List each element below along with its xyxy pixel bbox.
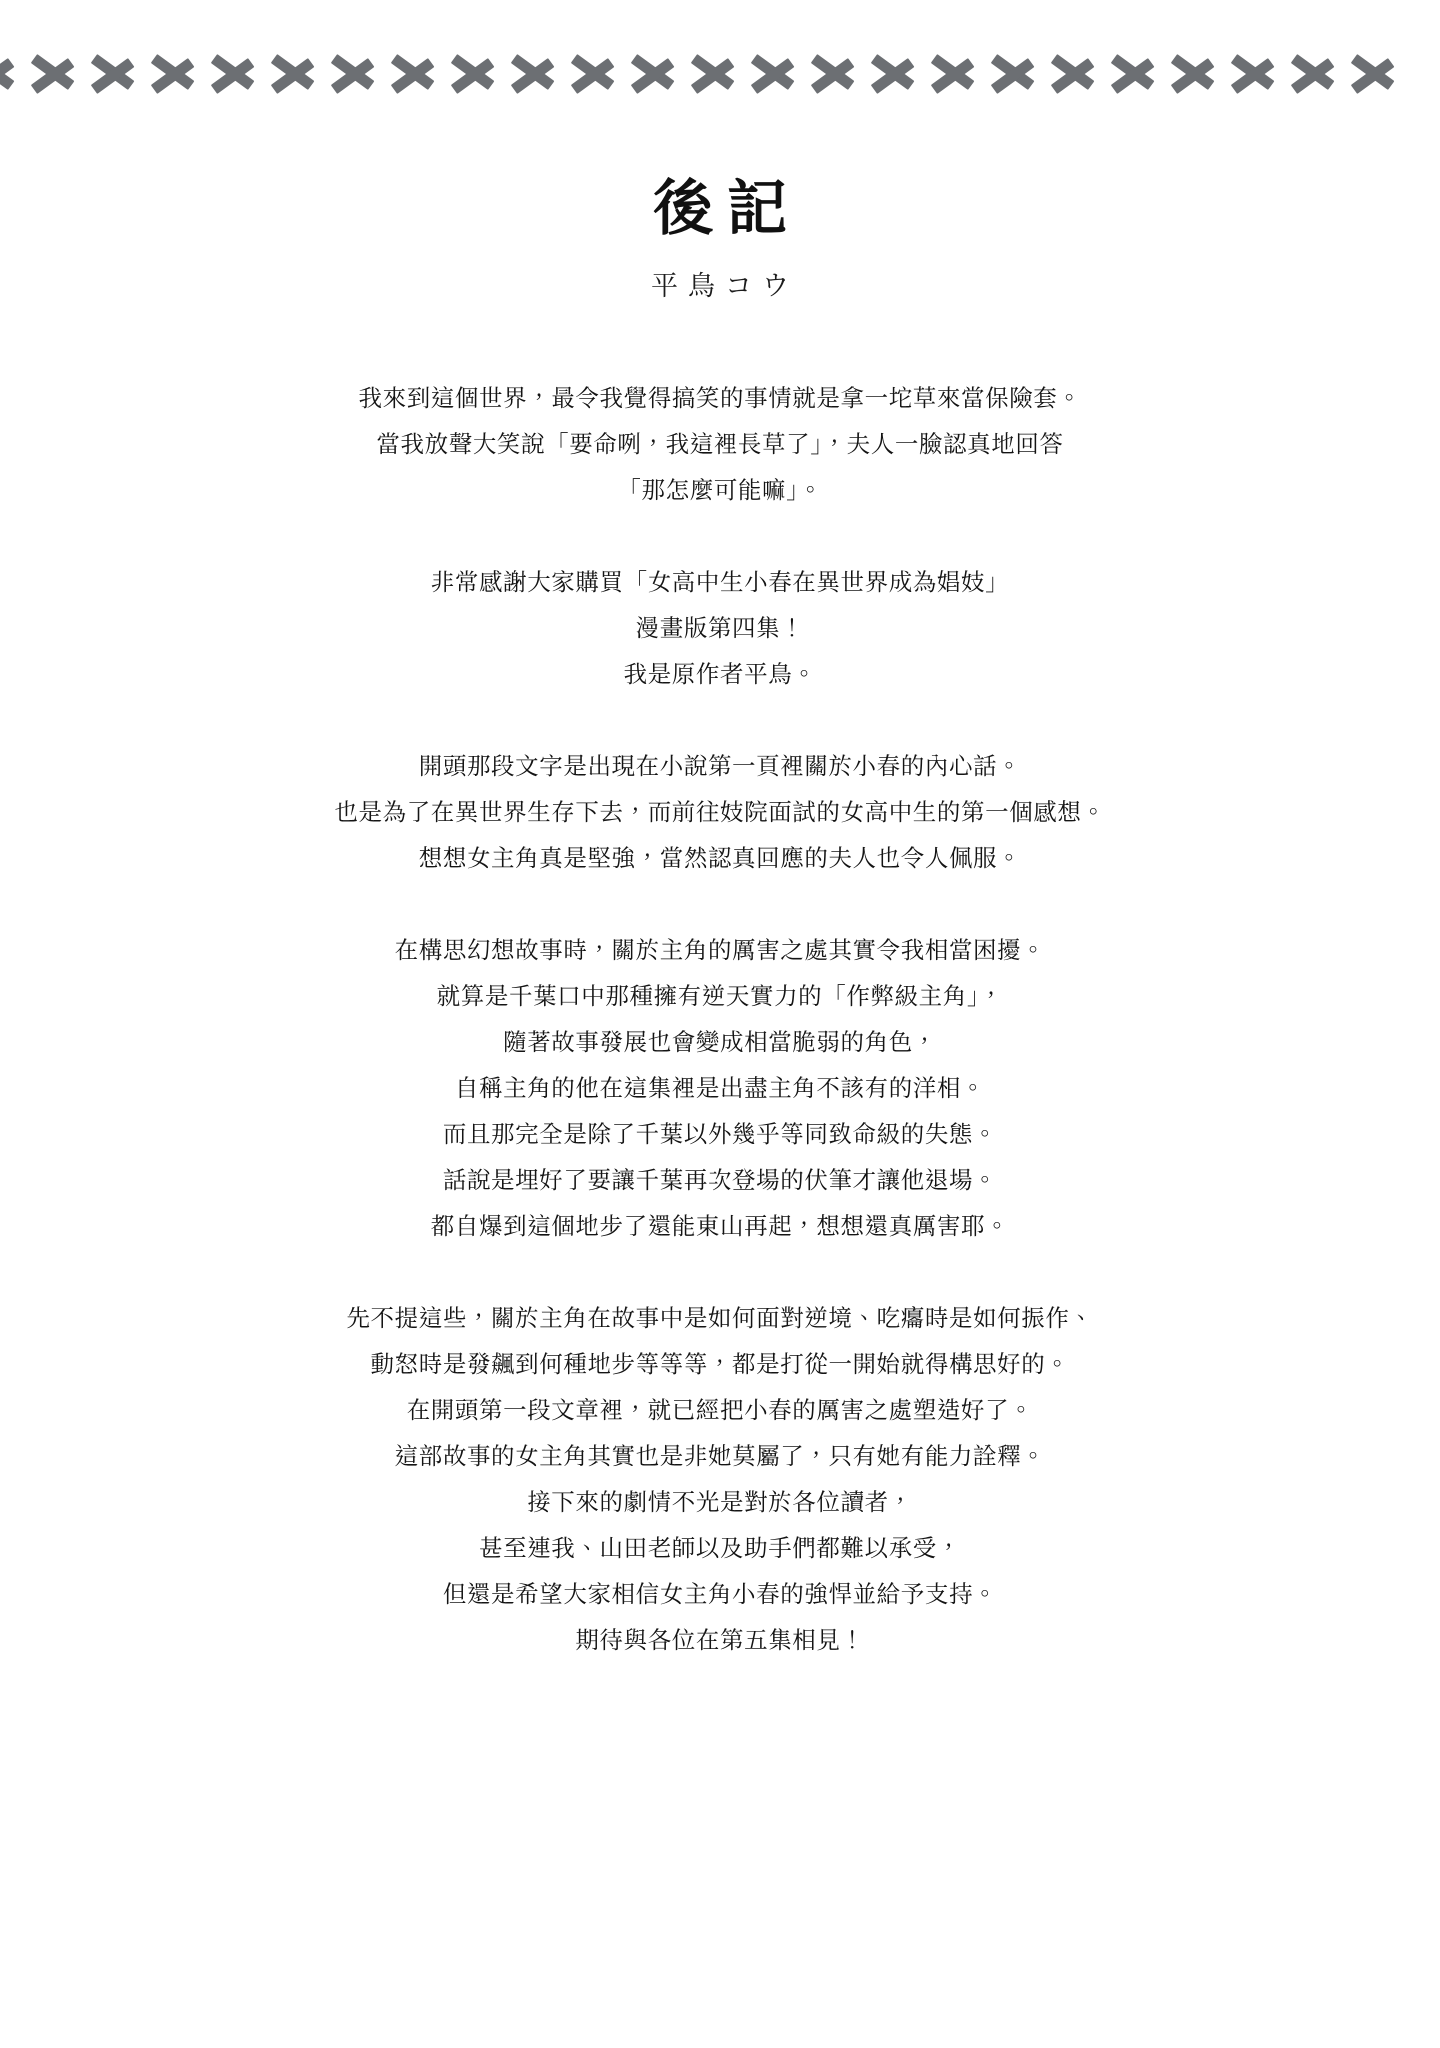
paragraph-line: 這部故事的女主角其實也是非她莫屬了，只有她有能力詮釋。 bbox=[394, 1443, 1046, 1469]
paragraph bbox=[170, 559, 1270, 697]
paragraph-line: 「那怎麼可能嘛」。 bbox=[617, 477, 823, 503]
chevron-right-icon bbox=[326, 34, 386, 110]
paragraph-line: 而且那完全是除了千葉以外幾乎等同致命級的失態。 bbox=[442, 1121, 998, 1147]
paragraph-line: 話說是埋好了要讓千葉再次登場的伏筆才讓他退場。 bbox=[442, 1167, 998, 1193]
chevron-right-icon bbox=[806, 34, 866, 110]
paragraph-line: 隨著故事發展也會變成相當脆弱的角色， bbox=[503, 1029, 937, 1055]
afterword-body bbox=[170, 375, 1270, 1663]
chevron-right-icon bbox=[146, 34, 206, 110]
chevron-right-icon bbox=[1346, 34, 1406, 110]
paragraph-line: 期待與各位在第五集相見！ bbox=[575, 1627, 865, 1653]
chevron-right-icon bbox=[566, 34, 626, 110]
chevron-right-icon bbox=[1166, 34, 1226, 110]
paragraph bbox=[170, 1295, 1270, 1663]
paragraph-line: 接下來的劇情不光是對於各位讀者， bbox=[527, 1489, 913, 1515]
paragraph bbox=[170, 743, 1270, 881]
paragraph-line: 就算是千葉口中那種擁有逆天實力的「作弊級主角」， bbox=[436, 983, 1004, 1009]
paragraph-line: 動怒時是發飆到何種地步等等等，都是打從一開始就得構思好的。 bbox=[370, 1351, 1070, 1377]
chevron-right-icon bbox=[746, 34, 806, 110]
paragraph-line: 自稱主角的他在這集裡是出盡主角不該有的洋相。 bbox=[454, 1075, 986, 1101]
paragraph bbox=[170, 927, 1270, 1249]
paragraph-line: 我來到這個世界，最令我覺得搞笑的事情就是拿一坨草來當保險套。 bbox=[358, 385, 1082, 411]
chevron-right-icon bbox=[26, 34, 86, 110]
title-block bbox=[639, 176, 801, 303]
chevron-right-icon bbox=[206, 34, 266, 110]
chevron-right-icon bbox=[86, 34, 146, 110]
chevron-right-icon bbox=[1226, 34, 1286, 110]
paragraph bbox=[170, 375, 1270, 513]
paragraph-line: 漫畫版第四集！ bbox=[635, 615, 805, 641]
paragraph-line: 甚至連我、山田老師以及助手們都難以承受， bbox=[479, 1535, 961, 1561]
chevron-right-icon bbox=[866, 34, 926, 110]
paragraph-line: 但還是希望大家相信女主角小春的強悍並給予支持。 bbox=[442, 1581, 998, 1607]
chevron-right-icon bbox=[386, 34, 446, 110]
page-title: 後記 bbox=[653, 175, 801, 242]
paragraph-line: 也是為了在異世界生存下去，而前往妓院面試的女高中生的第一個感想。 bbox=[334, 799, 1106, 825]
paragraph-line: 都自爆到這個地步了還能東山再起，想想還真厲害耶。 bbox=[430, 1213, 1010, 1239]
chevron-right-icon bbox=[1286, 34, 1346, 110]
paragraph-line: 我是原作者平鳥。 bbox=[623, 661, 817, 687]
paragraph-line: 在開頭第一段文章裡，就已經把小春的厲害之處塑造好了。 bbox=[406, 1397, 1034, 1423]
paragraph-line: 在構思幻想故事時，關於主角的厲害之處其實令我相當困擾。 bbox=[394, 937, 1046, 963]
author-name: 平鳥コウ bbox=[651, 271, 799, 301]
chevron-right-icon bbox=[506, 34, 566, 110]
chevron-right-icon bbox=[1046, 34, 1106, 110]
chevron-right-icon bbox=[986, 34, 1046, 110]
chevron-right-icon bbox=[926, 34, 986, 110]
paragraph-line: 先不提這些，關於主角在故事中是如何面對逆境、吃癟時是如何振作、 bbox=[346, 1305, 1094, 1331]
paragraph-line: 非常感謝大家購買「女高中生小春在異世界成為娼妓」 bbox=[430, 569, 1010, 595]
chevron-right-icon bbox=[686, 34, 746, 110]
paragraph-line: 想想女主角真是堅強，當然認真回應的夫人也令人佩服。 bbox=[418, 845, 1022, 871]
chevron-arrow-band bbox=[0, 28, 1440, 116]
chevron-row bbox=[0, 28, 1440, 116]
chevron-right-icon bbox=[0, 34, 26, 110]
chevron-right-icon bbox=[446, 34, 506, 110]
paragraph-line: 當我放聲大笑說「要命咧，我這裡長草了」，夫人一臉認真地回答 bbox=[376, 431, 1064, 457]
chevron-right-icon bbox=[1106, 34, 1166, 110]
chevron-right-icon bbox=[266, 34, 326, 110]
chevron-right-icon bbox=[626, 34, 686, 110]
paragraph-line: 開頭那段文字是出現在小說第一頁裡關於小春的內心話。 bbox=[418, 753, 1022, 779]
